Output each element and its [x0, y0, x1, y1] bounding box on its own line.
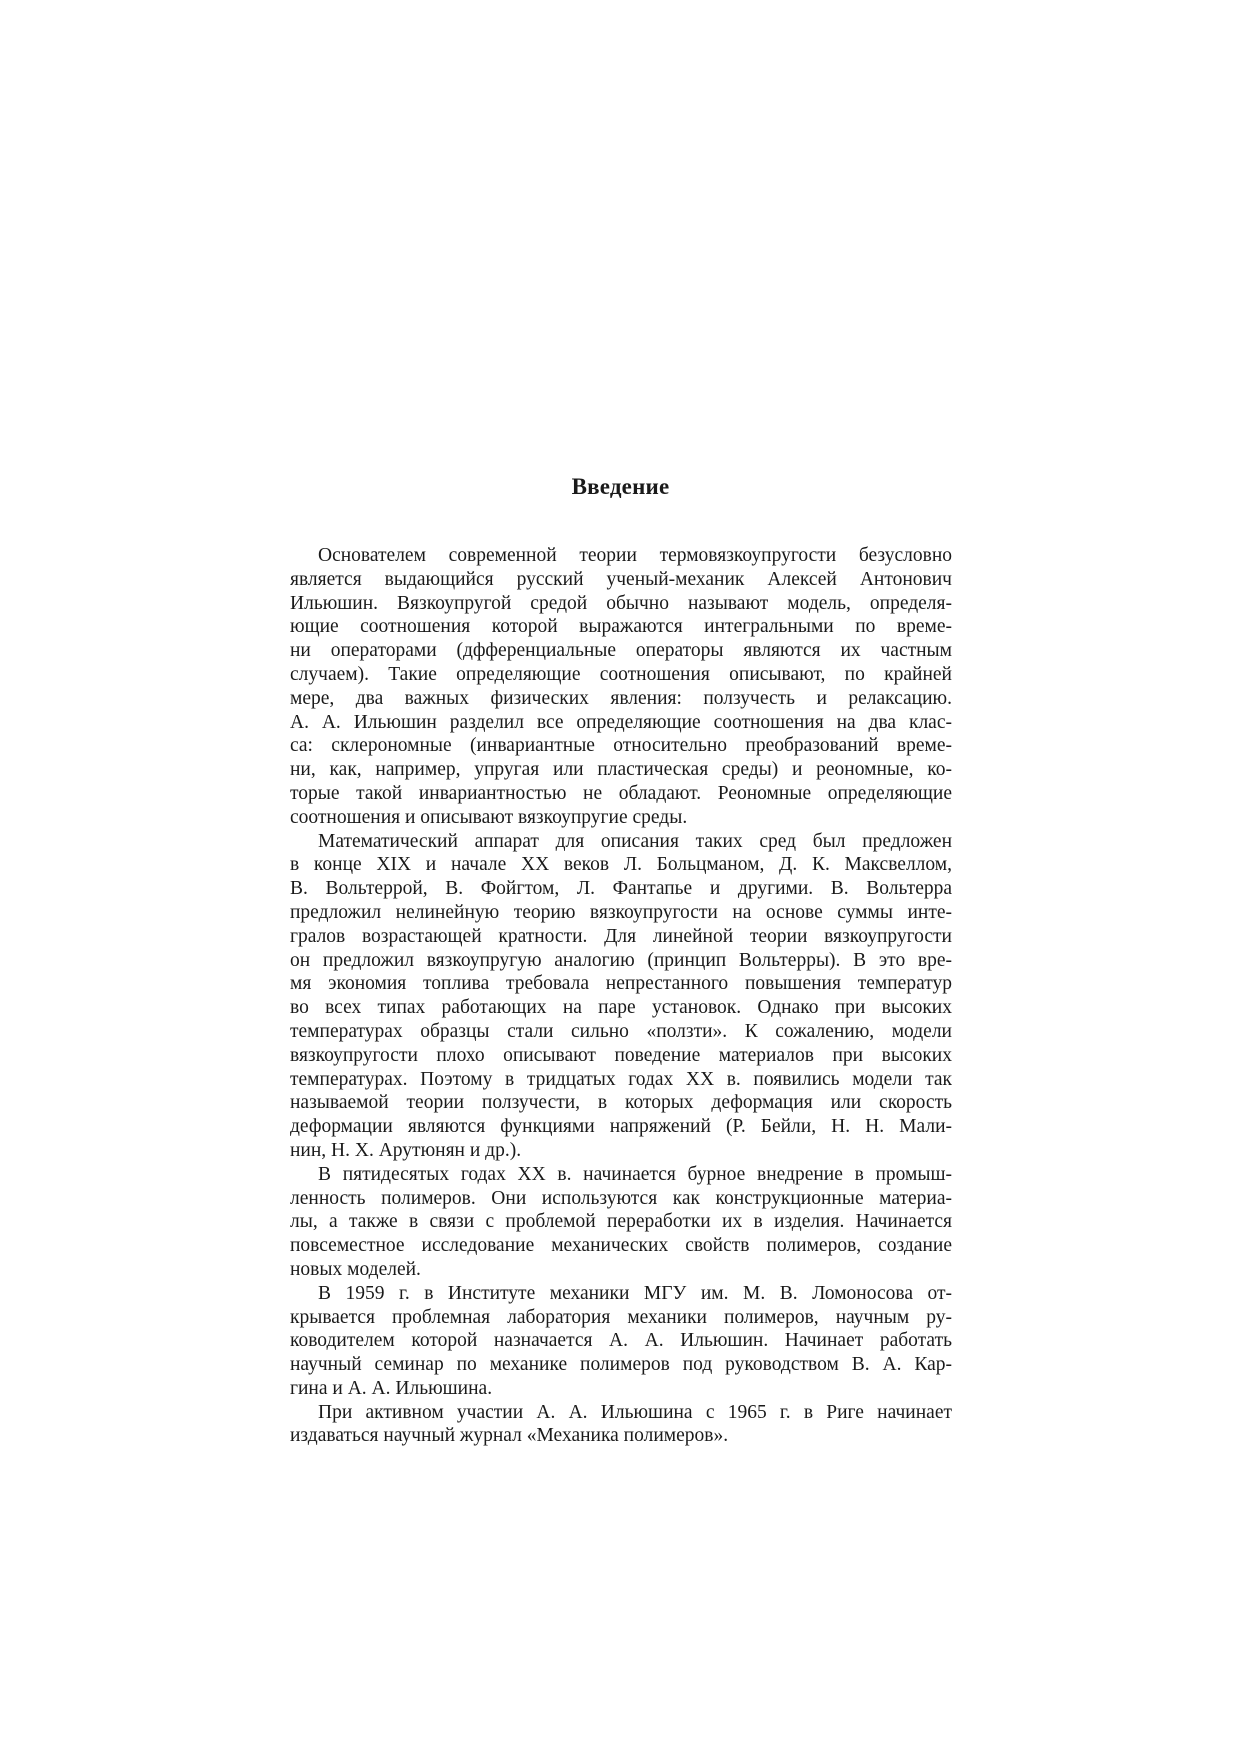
paragraph [290, 544, 952, 830]
text-line: Ильюшин. Вязкоупругой средой обычно называют модель, определя- [290, 592, 952, 614]
text-line: во всех типах работающих на паре установок. Однако при высоких [290, 997, 952, 1019]
text-line: гралов возрастающей кратности. Для линейной теории вязкоупругости [290, 925, 952, 947]
text-line: издаваться научный журнал «Механика полимеров». [290, 1425, 729, 1447]
text-line: В 1959 г. в Институте механики МГУ им. М. В. Ломоносова от- [318, 1282, 952, 1304]
text-line: крывается проблемная лаборатория механики полимеров, научным ру- [290, 1306, 952, 1328]
text-line: Математический аппарат для описания таких сред был предложен [318, 830, 952, 852]
text-line: При активном участии А. А. Ильюшина с 1965 г. в Риге начинает [318, 1401, 952, 1423]
text-line: он предложил вязкоупругую аналогию (принцип Вольтерры). В это вре- [290, 949, 952, 971]
text-line: нин, Н. Х. Арутюнян и др.). [290, 1139, 522, 1161]
text-line: ководителем которой назначается А. А. Ильюшин. Начинает работать [290, 1330, 952, 1352]
text-line: новых моделей. [290, 1258, 421, 1280]
text-line: мя экономия топлива требовала непрестанного повышения температур [290, 973, 952, 995]
text-line: ни операторами (дфференциальные операторы являются их частным [290, 640, 952, 662]
text-line: ни, как, например, упругая или пластическая среды) и реономные, ко- [290, 759, 952, 781]
paragraph [290, 830, 952, 1163]
paragraph [290, 1401, 952, 1449]
text-line: торые такой инвариантностью не обладают. Реономные определяющие [290, 782, 952, 804]
text-line: случаем). Такие определяющие соотношения описывают, по крайней [290, 663, 952, 685]
text-line: В пятидесятых годах XX в. начинается бурное внедрение в промыш- [318, 1163, 952, 1185]
text-line: ленность полимеров. Они используются как конструкционные материа- [290, 1187, 952, 1209]
text-line: температурах образцы стали сильно «ползти». К сожалению, модели [290, 1020, 952, 1042]
text-line: В. Вольтеррой, В. Фойгтом, Л. Фантапье и другими. В. Вольтерра [290, 878, 952, 900]
text-line: А. А. Ильюшин разделил все определяющие соотношения на два клас- [290, 711, 952, 733]
text-line: является выдающийся русский ученый-механик Алексей Антонович [290, 568, 952, 590]
text-line: называемой теории ползучести, в которых деформация или скорость [290, 1092, 952, 1114]
text-line: Основателем современной теории термовязкоупругости безусловно [318, 545, 952, 566]
text-line: научный семинар по механике полимеров под руководством В. А. Кар- [290, 1354, 952, 1376]
body-text [290, 544, 952, 1448]
text-line: в конце XIX и начале XX веков Л. Больцманом, Д. К. Максвеллом, [290, 854, 952, 876]
paragraph [290, 1163, 952, 1282]
text-line: температурах. Поэтому в тридцатых годах XX в. появились модели так [290, 1068, 952, 1090]
text-line: ющие соотношения которой выражаются интегральными по време- [290, 616, 952, 638]
text-line: мере, два важных физических явления: ползучесть и релаксацию. [290, 687, 952, 709]
text-line: деформации являются функциями напряжений (Р. Бейли, Н. Н. Мали- [290, 1116, 952, 1138]
text-line: соотношения и описывают вязкоупругие среды. [290, 806, 688, 828]
paragraph [290, 1282, 952, 1401]
text-line: са: склерономные (инвариантные относительно преобразований време- [290, 735, 952, 757]
text-line: гина и А. А. Ильюшина. [290, 1377, 493, 1399]
text-line: лы, а также в связи с проблемой переработки их в изделия. Начинается [290, 1211, 952, 1233]
text-line: повсеместное исследование механических свойств полимеров, создание [290, 1235, 952, 1257]
chapter-heading: Введение [571, 474, 670, 499]
text-line: предложил нелинейную теорию вязкоупругости на основе суммы инте- [290, 901, 952, 923]
text-line: вязкоупругости плохо описывают поведение материалов при высоких [290, 1044, 952, 1066]
